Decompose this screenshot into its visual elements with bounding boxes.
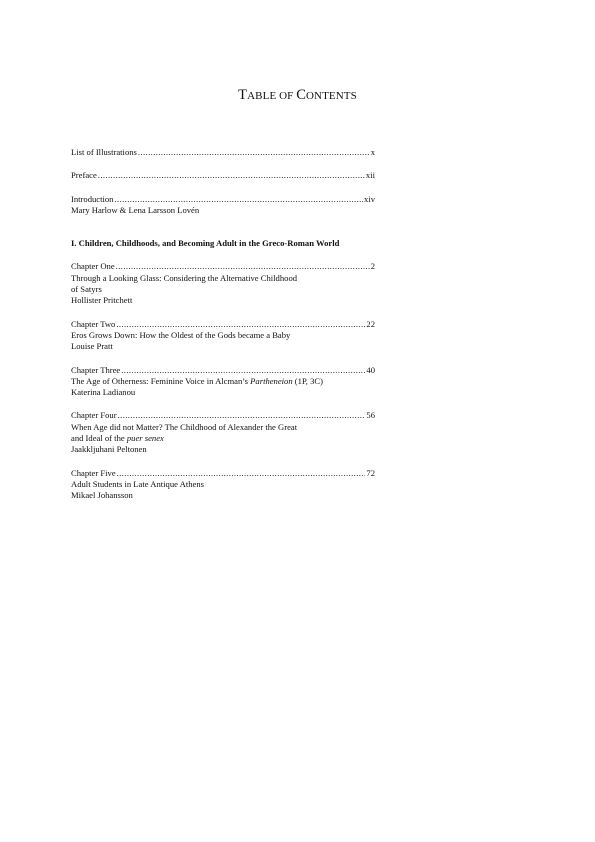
chapter-author: Hollister Pritchett — [71, 295, 133, 306]
toc-page-number: 2 — [370, 261, 375, 272]
toc-entry-label: Preface — [71, 170, 97, 181]
dot-leader — [117, 468, 366, 479]
toc-entry-label: Chapter Four — [71, 410, 117, 421]
toc-entry-list-of-illustrations[interactable] — [71, 147, 375, 158]
toc-entry-label: Introduction — [71, 193, 114, 204]
chapter-title-text: (1P, 3C) — [292, 375, 323, 386]
toc-entry-chapter-one[interactable] — [71, 261, 375, 306]
chapter-author: Jaakkljuhani Peltonen — [71, 444, 147, 455]
chapter-author: Katerina Ladianou — [71, 387, 136, 398]
toc-entry-chapter-three[interactable] — [71, 365, 375, 399]
chapter-title: Adult Students in Late Antique Athens — [71, 478, 204, 489]
toc-entry-label: List of Illustrations — [71, 147, 137, 157]
toc-entry-label: Chapter Three — [71, 364, 121, 375]
dot-leader — [116, 261, 370, 272]
toc-entry-label: Chapter Five — [71, 467, 116, 478]
section-heading: I. Children, Childhoods, and Becoming Adult in the Greco-Roman World — [71, 238, 340, 249]
toc-entry-author: Mary Harlow & Lena Larsson Lovén — [71, 204, 200, 215]
toc-page-number: 22 — [366, 318, 375, 329]
chapter-title: Through a Looking Glass: Considering the Alternative Childhood — [71, 272, 298, 283]
dot-leader — [98, 170, 365, 181]
chapter-title-italic: puer senex — [126, 433, 164, 444]
chapter-title: When Age did not Matter? The Childhood of Alexander the Great — [71, 421, 298, 432]
dot-leader — [121, 365, 365, 376]
toc-page-number: xii — [365, 170, 375, 181]
chapter-author: Mikael Johansson — [71, 490, 133, 501]
toc-entry-preface[interactable] — [71, 170, 375, 181]
chapter-title — [71, 376, 375, 387]
table-of-contents — [71, 147, 375, 514]
toc-page-number: 40 — [366, 364, 375, 375]
toc-entry-label: Chapter Two — [71, 318, 116, 329]
chapter-author: Louise Pratt — [71, 341, 113, 352]
chapter-title-text: The Age of Otherness: Feminine Voice in Alcman’s — [71, 375, 251, 386]
toc-entry-introduction[interactable] — [71, 194, 375, 217]
toc-page-number: 72 — [366, 467, 375, 478]
toc-entry-chapter-two[interactable] — [71, 319, 375, 353]
chapter-title-text: and Ideal of the — [71, 433, 127, 444]
chapter-title: Eros Grows Down: How the Oldest of the Gods became a Baby — [71, 329, 291, 340]
toc-page-number: xiv — [364, 193, 375, 204]
toc-entry-chapter-four[interactable] — [71, 410, 375, 455]
dot-leader — [116, 319, 365, 330]
dot-leader — [138, 147, 370, 158]
toc-entry-label: Chapter One — [71, 261, 115, 272]
dot-leader — [114, 194, 363, 205]
chapter-title-italic: Partheneion — [250, 375, 293, 386]
chapter-title — [71, 433, 375, 444]
dot-leader — [118, 410, 366, 421]
toc-page-number: 56 — [366, 410, 375, 421]
page-title: TABLE OF CONTENTS — [238, 87, 357, 103]
chapter-title: of Satyrs — [71, 284, 102, 295]
toc-page-number: x — [370, 147, 375, 157]
toc-entry-chapter-five[interactable] — [71, 468, 375, 502]
